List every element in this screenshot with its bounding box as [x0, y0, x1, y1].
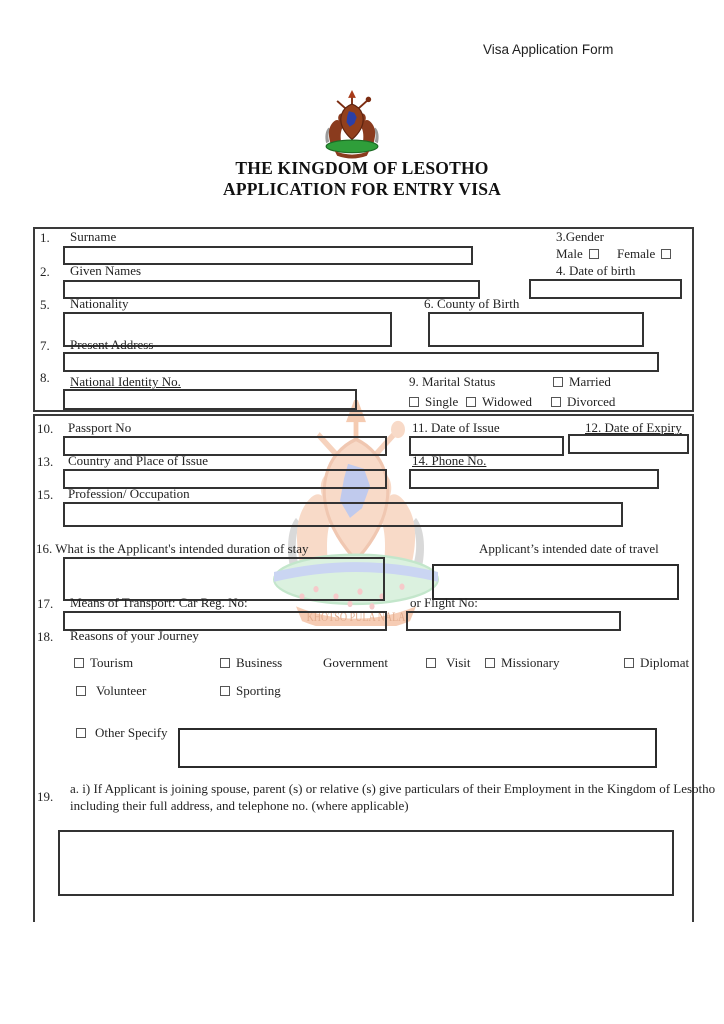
other-specify-checkbox[interactable] [76, 728, 86, 738]
item-number-10: 10. [37, 421, 54, 436]
missionary-checkbox[interactable] [485, 658, 495, 668]
widowed-label: Widowed [482, 394, 533, 409]
journey-reasons-label: Reasons of your Journey [70, 628, 199, 643]
date-of-issue-label: 11. Date of Issue [412, 420, 500, 435]
married-checkbox[interactable] [553, 377, 563, 387]
marital-widowed-option[interactable] [466, 394, 532, 410]
profession-label: Profession/ Occupation [68, 486, 190, 501]
date-of-travel-label: Applicant’s intended date of travel [479, 541, 659, 556]
motto-banner-text: KHOTSO PULA NALA [306, 611, 406, 625]
volunteer-checkbox[interactable] [76, 686, 86, 696]
male-label: Male [556, 246, 583, 261]
item-number-2: 2. [40, 264, 50, 279]
business-checkbox[interactable] [220, 658, 230, 668]
journey-missionary-option[interactable] [485, 655, 560, 671]
gender-label: 3.Gender [556, 229, 605, 244]
item-number-1: 1. [40, 230, 50, 245]
date-of-expiry-input[interactable] [568, 434, 689, 454]
item-number-13: 13. [37, 454, 54, 469]
present-address-input[interactable] [63, 352, 659, 372]
tourism-label: Tourism [90, 655, 134, 670]
diplomat-label: Diplomat [640, 655, 690, 670]
county-of-birth-label: 6. County of Birth [424, 296, 520, 311]
gender-female-option[interactable] [617, 246, 671, 262]
female-label: Female [617, 246, 656, 261]
country-place-of-issue-label: Country and Place of Issue [68, 453, 209, 468]
doc-label: Visa Application Form [483, 42, 614, 57]
date-of-expiry-label: 12. Date of Expiry [585, 420, 682, 435]
widowed-checkbox[interactable] [466, 397, 476, 407]
divorced-checkbox[interactable] [551, 397, 561, 407]
item-number-19: 19. [37, 789, 54, 804]
sporting-label: Sporting [236, 683, 281, 698]
joining-text-line1: a. i) If Applicant is joining spouse, parent (s) or relative (s) give particulars of their Employment in the Kingdom of Lesotho [70, 781, 716, 796]
item-number-15: 15. [37, 487, 54, 502]
page-title-line2: APPLICATION FOR ENTRY VISA [223, 179, 501, 199]
item-number-17: 17. [37, 596, 54, 611]
given-names-label: Given Names [70, 263, 142, 278]
flight-no-label: or Flight No: [410, 595, 478, 610]
county-of-birth-input[interactable] [428, 312, 644, 347]
item-number-7: 7. [40, 338, 50, 353]
marital-status-label: 9. Marital Status [409, 374, 496, 389]
item-number-5: 5. [40, 297, 50, 312]
sporting-checkbox[interactable] [220, 686, 230, 696]
phone-no-input[interactable] [409, 469, 659, 489]
national-identity-label: National Identity No. [70, 374, 181, 389]
phone-no-label: 14. Phone No. [412, 453, 487, 468]
missionary-label: Missionary [501, 655, 560, 670]
page-title-line1: THE KINGDOM OF LESOTHO [235, 158, 489, 178]
gender-male-option[interactable] [556, 246, 599, 262]
other-specify-label: Other Specify [95, 725, 168, 740]
divorced-label: Divorced [567, 394, 616, 409]
journey-government-option[interactable] [323, 655, 388, 671]
diplomat-checkbox[interactable] [624, 658, 634, 668]
national-identity-input[interactable] [63, 389, 357, 410]
present-address-label: Present Address [70, 337, 154, 352]
date-of-birth-input[interactable] [529, 279, 682, 299]
single-label: Single [425, 394, 459, 409]
journey-tourism-option[interactable] [74, 655, 133, 671]
joining-text-line2: including their full address, and telephone no. (where applicable) [70, 798, 409, 813]
married-label: Married [569, 374, 611, 389]
profession-input[interactable] [63, 502, 623, 527]
tourism-checkbox[interactable] [74, 658, 84, 668]
passport-no-label: Passport No [68, 420, 132, 435]
marital-married-option[interactable] [553, 374, 611, 390]
lesotho-coat-of-arms-icon [304, 90, 400, 162]
single-checkbox[interactable] [409, 397, 419, 407]
joining-details-input[interactable] [58, 830, 674, 896]
flight-no-input[interactable] [406, 611, 621, 631]
visit-label: Visit [446, 655, 471, 670]
business-label: Business [236, 655, 283, 670]
item-number-8: 8. [40, 370, 50, 385]
journey-sporting-option[interactable] [220, 683, 281, 699]
journey-business-option[interactable] [220, 655, 282, 671]
journey-other-option[interactable] [76, 725, 168, 741]
marital-divorced-option[interactable] [551, 394, 615, 410]
other-specify-input[interactable] [178, 728, 657, 768]
item-number-18: 18. [37, 629, 54, 644]
nationality-label: Nationality [70, 296, 129, 311]
journey-volunteer-option[interactable] [76, 683, 146, 699]
journey-visit-option[interactable] [426, 655, 471, 671]
transport-label: Means of Transport: Car Reg. No: [70, 595, 248, 610]
government-label: Government [323, 655, 388, 670]
date-of-birth-label: 4. Date of birth [556, 263, 636, 278]
journey-diplomat-option[interactable] [624, 655, 689, 671]
volunteer-label: Volunteer [96, 683, 147, 698]
marital-single-option[interactable] [409, 394, 458, 410]
duration-of-stay-label: 16. What is the Applicant's intended duration of stay [36, 541, 309, 556]
visit-checkbox[interactable] [426, 658, 436, 668]
female-checkbox[interactable] [661, 249, 671, 259]
surname-label: Surname [70, 229, 117, 244]
male-checkbox[interactable] [589, 249, 599, 259]
